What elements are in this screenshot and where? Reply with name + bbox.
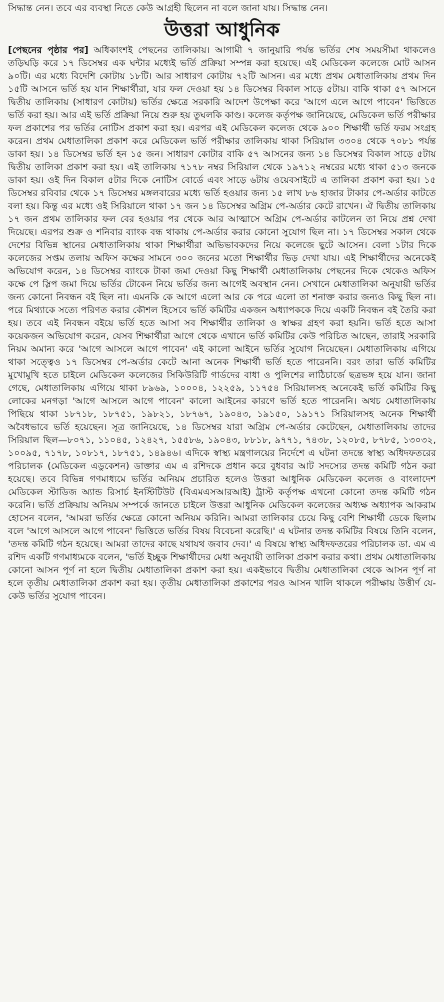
continuation-label: [পেছনের পৃষ্ঠার পর] [8,45,89,57]
article-body-text: অধিকাংশই পেছনের তালিকায়। আগামী ৭ জানুয়ারি পর্যন্ত ভর্তির শেষ সময়সীমা থাকলেও তড়িঘড়ি করে ১৭ ডিসেম্বর এক ঘন্টার মধ্যেই ভর্তি প্রক্রিয়া সম্পন্ন করা হয়েছে। এই মেডিকেল কলেজে মোট আসন ৯০টি। এর মধ্যে বিদেশি কোটায় ১৮টি। আর সাধারণ কোটায় ৭২টি আসন। এর মধ্যে প্রথম মেধাতালিকায় প্রথম দিন ১৫টি আসনে ভর্তি হয় যান শিক্ষার্থীরা, যার ফল দেওয়া হয় ১৪ ডিসেম্বর বিকাল সাড়ে ৫টায়। বাকি থাকা ৫৭ আসনে দ্বিতীয় তালিকায় (সাধারণ কোটায়) ভর্তির ক্ষেত্রে সরকারি আদেশ উপেক্ষা করে 'আগে এলে আগে পাবেন' ভিত্তিতে ভর্তি করা হয়। আর এই ভর্তি প্রক্রিয়া নিয়ে শুরু হয় তুঘলকি কাণ্ড। কলেজ কর্তৃপক্ষ জানিয়েছে, মেডিকেল ভর্তি পরীক্ষার ফল প্রকাশের পর ভর্তির নোটিস প্রকাশ করা হয়। এরপর এই মেডিকেল কলেজ থেকে ৯০০ শিক্ষার্থী ভর্তি ফরম সংগ্রহ করেন। প্রথম মেধাতালিকা প্রকাশ করে মেডিকেল ভর্তি পরীক্ষার তালিকায় থাকা সিরিয়াল ৩৩০৪ থেকে ৭০৮১ পর্যন্ত ডাকা হয়। ১৪ ডিসেম্বর ভর্তি হন ১৫ জন। সাধারণ কোটার বাকি ৫৭ আসনের জন্য ১৪ ডিসেম্বর বিকাল সাড়ে ৫টায় দ্বিতীয় তালিকা প্রকাশ করা হয়। এই তালিকায় ৭১৭৮ নম্বর সিরিয়াল থেকে ১৯৭১২ নম্বরের মধ্যে থাকা ৫১৩ জনকে ডাকা হয়। ওই দিন বিকাল ৫টার দিকে নোটিস বোর্ডে এবং সাড়ে ৬টায় ওয়েবসাইটে এ তালিকা প্রকাশ করা হয়। ১৫ ডিসেম্বর রবিবার থেকে ১৭ ডিসেম্বর মঙ্গলবারের মধ্যে ভর্তি হওয়ার জন্য ১৫ লাখ ৮৬ হাজার টাকার পে-অর্ডার কাটতে বলা হয়। কিন্তু এর মধ্যে ওই সিরিয়ালে থাকা ১৭ জন ১৪ ডিসেম্বর অগ্রিম পে-অর্ডার কেটে রাখেন। ঐ দ্বিতীয় তালিকায় ১৭ জন প্রথম তালিকার ফল বের হওয়ার পর থেকে আর আত্মাসে অগ্রিম পে-অর্ডার কাটলেন তা নিয়ে প্রশ্ন দেখা দিয়েছে। এরপর শুক্র ও শনিবার ব্যাংক বন্ধ থাকায় পে-অর্ডার করার কোনো সুযোগ ছিল না। ১৭ ডিসেম্বর সকাল থেকে দেশের বিভিন্ন স্থানের মেধাতালিকায় থাকা শিক্ষার্থীরা অভিভাবকদের নিয়ে কলেজে ছুটে আসেন। বেলা ১টার দিকে কলেজের সপ্তম তলায় অফিস কক্ষের সামনে ৩০০ জনের মতো শিক্ষার্থীর ভিড় দেখা যায়। এই শিক্ষার্থীদের অনেকেই অভিযোগ করেন, ১৪ ডিসেম্বর ব্যাংকে টাকা জমা দেওয়া কিছু শিক্ষার্থী মেধাতালিকায় পেছনের দিকে থেকেও অফিস কক্ষে পে স্লিপ জমা দিয়ে ভর্তির টোকেন নিয়ে ভর্তির জন্য আগেই অবস্থান নেন। সেখানে মেধাতালিকা অনুযায়ী ভর্তির জন্য কোনো নিবন্ধন বই ছিল না। এমনকি কে আগে এলো আর কে পরে এলো তা শনাক্ত করার জন্যও কিছু ছিল না। পরে মিথ্যাকে সত্যে পরিণত করার কৌশল হিসেবে ভর্তি কমিটির একজন অধ্যাপককে দিয়ে একটি নিবন্ধন বই তৈরি করা হয়। তবে এই নিবন্ধন বইয়ে ভর্তি হতে আসা সব শিক্ষার্থীর তালিকা ও স্বাক্ষর গ্রহণ করা হয়নি। ভর্তি হতে আসা কয়েকজন অভিযোগ করেন, যেসব শিক্ষার্থীরা আগে থেকে এখানে ভর্তি কমিটির কেউ পরিচিত আছেন, তারাই সরকারি নিয়ম অমান্য করে 'আগে আসলে আগে পাবেন' এই কালো আইনে ভর্তির সুযোগ নিয়েছেন। মেধাতালিকায় এগিয়ে থাকা সত্ত্বেও ১৭ ডিসেম্বর পে-অর্ডার কেটে আনা অনেক শিক্ষার্থী ভর্তি হতে পারেননি। বরং তারা ভর্তি কমিটির মুখোমুখি হতে চাইলে মেডিকেল কলেজের সিকিউরিটি গার্ডদের বাধা ও পুলিশের লাঠিচার্জে ছত্রভঙ্গ হয়ে যান। জানা গেছে, মেধাতালিকায় এগিয়ে থাকা ৮৯৬৯, ১০০০৪, ১২২৫৯, ১১৭৫৪ সিরিয়ালসহ অনেকেই ভর্তি কমিটির কিছু লোকের মনগড়া 'আগে আসলে আগে পাবেন' কালো আইনের কারণে ভর্তি হতে পারেননি। অথচ মেধাতালিকায় পিছিয়ে থাকা ১৮৭১৮, ১৮৭৫১, ১৯৮২১, ১৮৭৬৭, ১৯০৪৩, ১৯১৫০, ১৯১৭১ সিরিয়ালসহ অনেক শিক্ষার্থী অবৈধভাবে ভর্তি হয়েছেন। সূত্র জানিয়েছে, ১৪ ডিসেম্বর যারা অগ্রিম পে-অর্ডার কেটেছেন, মেধাতালিকায় তাদের সিরিয়াল ছিল—৮০৭১, ১১০৪৫, ১২৪২৭, ১৫৫৮৬, ১৯০৪৩, ৮৮১৮, ৯৭৭১, ৭৪৩৮, ১২০৮৫, ৮৭৮৫, ১৩০৩২, ১০০৯৫, ৭১৭৮, ১০৮১৭, ১৮৭৫১, ১৪৯৪৬। এদিকে স্বাস্থ্য মন্ত্রণালয়ের নির্দেশে এ ঘটনা তদন্তে স্বাস্থ্য অধিদফতরের পরিচালক (মেডিকেল এডুকেশন) ডাক্তার এম এ রশিদকে প্রধান করে বুধবার আট সদস্যের তদন্ত কমিটি গঠন করা হয়েছে। তবে বিভিন্ন গণমাধ্যমে ভর্তির অনিয়ম প্রচারিত হলেও উত্তরা আধুনিক মেডিকেল কলেজ ও বাংলাদেশ মেডিকেল স্টাডিজ অ্যান্ড রিসার্চ ইনস্টিটিউট (বিএমএসআরআই) ট্রাস্ট কর্তৃপক্ষ এখনো কোনো তদন্ত কমিটি গঠন করেনি। ভর্তি প্রক্রিয়ায় অনিয়ম সম্পর্কে জানতে চাইলে উত্তরা আধুনিক মেডিকেল কলেজের অধ্যক্ষ অধ্যাপক আকরাম হোসেন বলেন, 'আমরা ভর্তির ক্ষেত্রে কোনো অনিয়ম করিনি। আমরা তালিকার চেয়ে কিছু বেশি শিক্ষার্থী ডেকে ছিলাম বলে 'আগে আসলে আগে পাবেন' ভিত্তিতে ভর্তির বিষয় বিবেচনা করেছি।' এ ঘটনার তদন্ত কমিটির বিষয়ে তিনি বলেন, 'তদন্ত কমিটি গঠন হয়েছে। আমরা তাদের কাছে যথাযথ জবাব দেব।' এ বিষয়ে স্বাস্থ্য অধিদফতরের পরিচালক ডা. এম এ রশিদ একটি গণমাধ্যমকে বলেন, 'ভর্তি ইচ্ছুক শিক্ষার্থীদের মেধা অনুযায়ী তালিকা প্রকাশ করার কথা। প্রথম মেধাতালিকায় কোনো আসন পূর্ণ না হলে দ্বিতীয় মেধাতালিকা প্রকাশ করা হয়। একইভাবে দ্বিতীয় মেধাতালিকা থেকে আসন পূর্ণ না হলে তৃতীয় মেধাতালিকা প্রকাশ করা হয়। তৃতীয় মেধাতালিকা প্রকাশের পরও আসন খালি থাকলে পরীক্ষায় উত্তীর্ণ যে-কেউ ভর্তির সুযোগ পাবেন। [8,45,437,603]
previous-article-fragment: সিদ্ধান্ত নেন। তবে এর ব্যবস্থা নিতে কেউ আগ্রহী ছিলেন না বলে জানা যায়। সিদ্ধান্ত নেন। [8,3,328,14]
article-headline: উত্তরা আধুনিক [164,19,280,42]
article-body [8,44,436,603]
